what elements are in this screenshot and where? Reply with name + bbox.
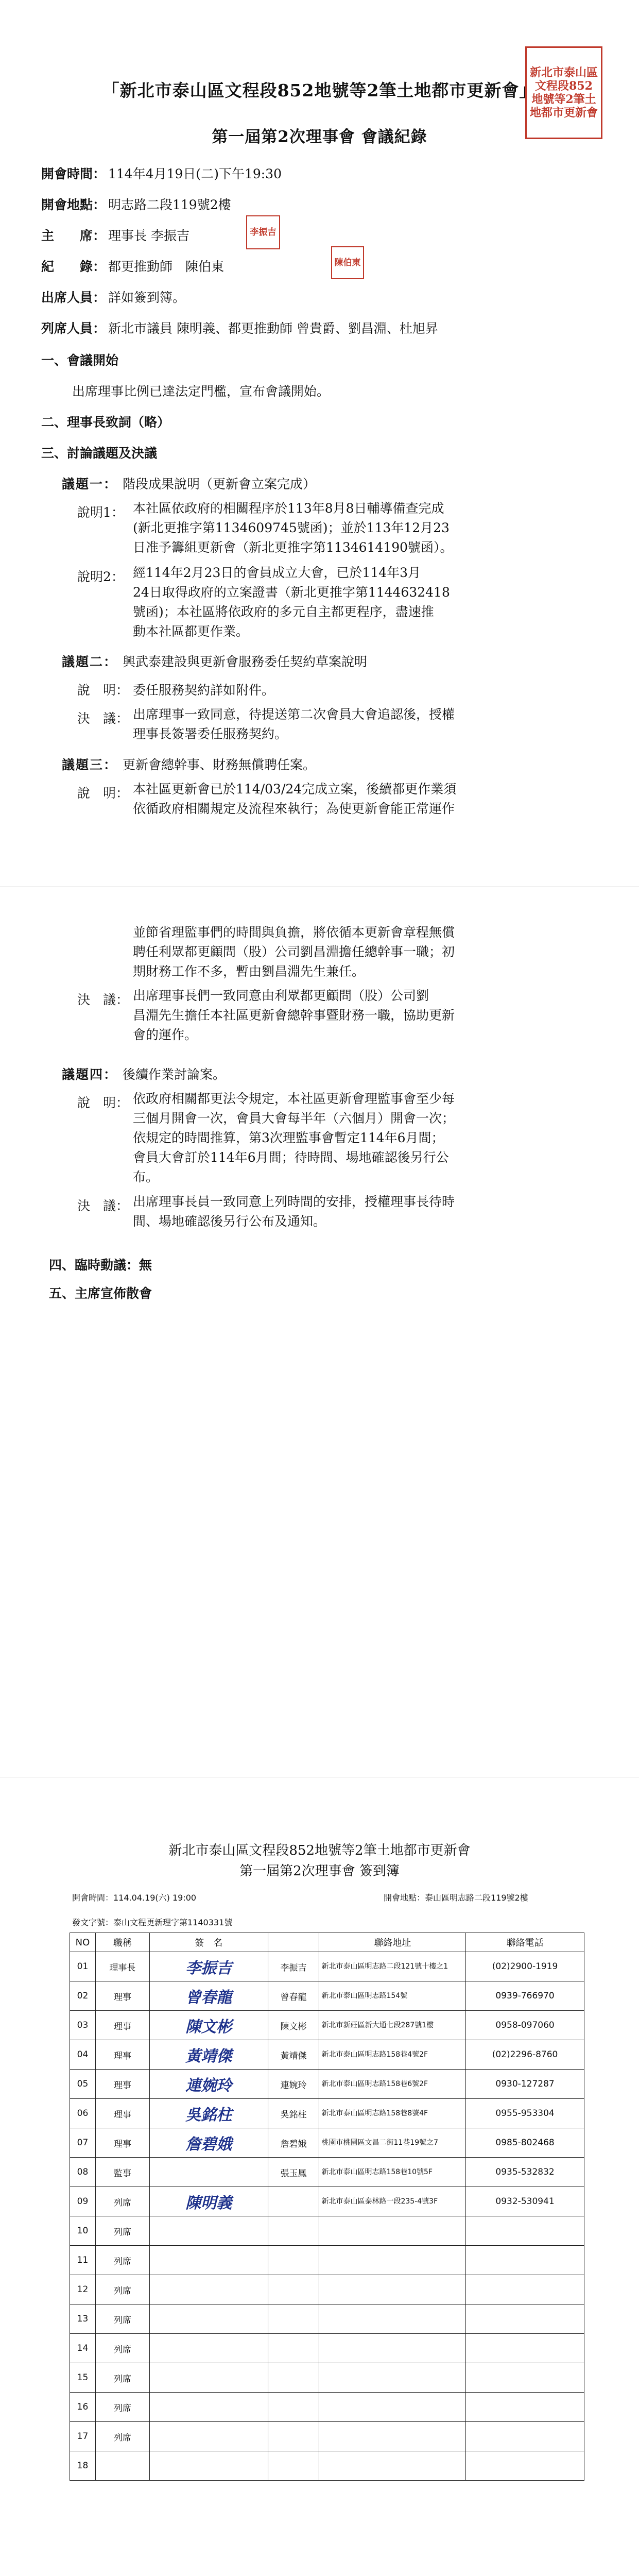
header-phone: 聯絡電話: [466, 1933, 584, 1952]
row-address: [319, 2422, 466, 2451]
row-no: 09: [70, 2187, 96, 2216]
row-signature: [149, 2451, 268, 2481]
issue-3-decision-label: 決 議：: [77, 992, 129, 1007]
issue-3-explain: 本社區更新會已於114/03/24完成立案，後續都更作業須 依循政府相關規定及流程來執行；為使更新會能正常運作: [133, 782, 457, 816]
row-signature: [149, 2246, 268, 2275]
row-signature: 陳文彬: [149, 2011, 268, 2040]
meeting-chair: 主 席： 理事長 李振吉: [41, 228, 189, 243]
row-phone: [466, 2363, 584, 2393]
row-role: 理事: [95, 2011, 149, 2040]
row-signature: 詹碧娥: [149, 2128, 268, 2158]
section-3-heading: 三、討論議題及決議: [41, 446, 158, 461]
row-address: 新北市泰山區明志路154號: [319, 1981, 466, 2011]
table-row: [70, 2128, 584, 2158]
sign-in-title: 新北市泰山區文程段852地號等2筆土地都市更新會: [168, 1843, 471, 1858]
row-address: [319, 2363, 466, 2393]
issue-4-decision-label: 決 議：: [77, 1198, 129, 1213]
row-address: 新北市泰山區明志路158巷10號5F: [319, 2158, 466, 2187]
row-name: [268, 2304, 319, 2334]
table-row: [70, 2099, 584, 2128]
row-signature: 李振吉: [149, 1952, 268, 1981]
document-subtitle: 第一屆第2次理事會 會議紀錄: [212, 128, 427, 146]
row-no: 05: [70, 2070, 96, 2099]
row-phone: [466, 2216, 584, 2246]
row-address: 新北市泰山區明志路158巷4號2F: [319, 2040, 466, 2070]
issue-2-decision-label: 決 議：: [77, 711, 129, 726]
row-phone: 0985-802468: [466, 2128, 584, 2158]
meeting-time: 開會時間： 114年4月19日(二)下午19:30: [41, 166, 282, 181]
row-role: 列席: [95, 2246, 149, 2275]
row-no: 16: [70, 2393, 96, 2422]
table-row: [70, 2070, 584, 2099]
sign-in-sheet: [0, 1777, 639, 2576]
table-row: [70, 2040, 584, 2070]
row-role: [95, 2451, 149, 2481]
row-no: 01: [70, 1952, 96, 1981]
table-row: [70, 2304, 584, 2334]
row-signature: [149, 2216, 268, 2246]
row-no: 06: [70, 2099, 96, 2128]
row-address: [319, 2304, 466, 2334]
issue-1-note-1-label: 說明1：: [77, 505, 124, 520]
table-row: [70, 2246, 584, 2275]
section-2-heading: 二、理事長致詞（略）: [41, 415, 170, 430]
section-1-heading: 一、會議開始: [41, 353, 119, 368]
sign-in-doc-number: 發文字號：泰山文程更新理字第1140331號: [72, 1918, 233, 1927]
row-role: 監事: [95, 2158, 149, 2187]
row-name: 詹碧娥: [268, 2128, 319, 2158]
row-address: 新北市新莊區新大通七段287號1樓: [319, 2011, 466, 2040]
row-name: [268, 2363, 319, 2393]
header-signature: 簽 名: [149, 1933, 268, 1952]
row-phone: [466, 2275, 584, 2304]
header-name: [268, 1933, 319, 1952]
row-role: 列席: [95, 2304, 149, 2334]
row-name: 李振吉: [268, 1952, 319, 1981]
row-name: [268, 2216, 319, 2246]
table-row: [70, 2422, 584, 2451]
row-name: 黃靖傑: [268, 2040, 319, 2070]
row-role: 理事: [95, 2128, 149, 2158]
section-1-body: 出席理事比例已達法定門檻，宣布會議開始。: [72, 384, 330, 399]
section-4-heading: 四、臨時動議：無: [49, 1258, 152, 1273]
row-signature: 陳明義: [149, 2187, 268, 2216]
row-signature: 曾春龍: [149, 1981, 268, 2011]
row-name: [268, 2393, 319, 2422]
row-no: 14: [70, 2334, 96, 2363]
row-address: [319, 2334, 466, 2363]
row-phone: 0955-953304: [466, 2099, 584, 2128]
row-signature: [149, 2363, 268, 2393]
row-no: 13: [70, 2304, 96, 2334]
issue-4: 議題四： 後續作業討論案。: [62, 1067, 226, 1082]
row-no: 15: [70, 2363, 96, 2393]
row-signature: [149, 2275, 268, 2304]
issue-2-explain: 說 明： 委任服務契約詳如附件。: [77, 683, 275, 698]
row-address: 新北市泰山區明志路158巷6號2F: [319, 2070, 466, 2099]
row-role: 理事: [95, 2040, 149, 2070]
row-phone: (02)2296-8760: [466, 2040, 584, 2070]
row-name: 張玉鳳: [268, 2158, 319, 2187]
minutes-page-2: [0, 886, 639, 1778]
row-address: 新北市泰山區明志路二段121號十樓之1: [319, 1952, 466, 1981]
sign-in-subtitle: 第一屆第2次理事會 簽到簿: [239, 1863, 400, 1879]
table-row: [70, 1952, 584, 1981]
issue-3-decision: 出席理事長們一致同意由利眾都更顧問（股）公司劉 昌淵先生擔任本社區更新會總幹事暨財務一職，協助更新 會的運作。: [133, 988, 455, 1042]
row-signature: [149, 2393, 268, 2422]
row-name: 連婉玲: [268, 2070, 319, 2099]
association-seal: 新北市泰山區文程段852地號等2筆土地都市更新會: [525, 46, 602, 139]
row-name: [268, 2187, 319, 2216]
row-no: 08: [70, 2158, 96, 2187]
row-role: 列席: [95, 2422, 149, 2451]
row-phone: [466, 2393, 584, 2422]
meeting-recorder: 紀 錄： 都更推動師 陳伯東: [41, 259, 224, 274]
issue-4-explain-label: 說 明：: [77, 1095, 129, 1110]
row-role: 列席: [95, 2363, 149, 2393]
chair-stamp: 李振吉: [246, 215, 280, 249]
row-phone: 0930-127287: [466, 2070, 584, 2099]
row-name: [268, 2422, 319, 2451]
sign-in-table: [70, 1933, 584, 2481]
row-role: 理事: [95, 2099, 149, 2128]
minutes-page-1: [0, 0, 639, 886]
table-row: [70, 1981, 584, 2011]
row-signature: [149, 2158, 268, 2187]
row-address: [319, 2246, 466, 2275]
row-phone: 0935-532832: [466, 2158, 584, 2187]
row-address: [319, 2451, 466, 2481]
header-address: 聯絡地址: [319, 1933, 466, 1952]
row-no: 17: [70, 2422, 96, 2451]
row-no: 03: [70, 2011, 96, 2040]
row-phone: 0932-530941: [466, 2187, 584, 2216]
row-name: [268, 2246, 319, 2275]
row-no: 18: [70, 2451, 96, 2481]
meeting-attendees: 出席人員： 詳如簽到簿。: [41, 290, 186, 305]
issue-1-note-1: 本社區依政府的相關程序於113年8月8日輔導備查完成 (新北更推字第1134609745號函)；並於113年12月23 日准予籌組更新會（新北更推字第1134614190號函）。: [133, 501, 453, 555]
row-phone: 0958-097060: [466, 2011, 584, 2040]
row-address: [319, 2393, 466, 2422]
issue-1: 議題一： 階段成果說明（更新會立案完成）: [62, 477, 316, 492]
row-phone: [466, 2304, 584, 2334]
header-role: 職稱: [95, 1933, 149, 1952]
issue-2: 議題二： 興武泰建設與更新會服務委任契約草案說明: [62, 654, 368, 669]
row-address: 新北市泰山區明志路158巷8號4F: [319, 2099, 466, 2128]
row-phone: [466, 2334, 584, 2363]
row-signature: 吳銘柱: [149, 2099, 268, 2128]
row-name: 陳文彬: [268, 2011, 319, 2040]
issue-3-explain-label: 說 明：: [77, 786, 129, 801]
issue-3-explain-continued: 並節省理監事們的時間與負擔，將依循本更新會章程無償 聘任利眾都更顧問（股）公司劉昌淵擔任總幹事一職；初 期財務工作不多，暫由劉昌淵先生兼任。: [133, 925, 455, 979]
row-name: 曾春龍: [268, 1981, 319, 2011]
row-signature: [149, 2304, 268, 2334]
row-address: 桃園市桃園區文昌二街11巷19號之7: [319, 2128, 466, 2158]
row-phone: [466, 2451, 584, 2481]
issue-4-explain: 依政府相關都更法令規定，本社區更新會理監事會至少每 三個月開會一次，會員大會每半年（六個月）開會一次； 依規定的時間推算，第3次理監事會暫定114年6月間； 會員大會訂於114年6月間；待時間、場地確認後另行公 布。: [133, 1091, 455, 1184]
issue-1-note-2-label: 說明2：: [77, 569, 124, 584]
row-no: 12: [70, 2275, 96, 2304]
issue-3: 議題三： 更新會總幹事、財務無償聘任案。: [62, 757, 316, 772]
row-name: [268, 2275, 319, 2304]
sign-in-header-row: [70, 1933, 584, 1952]
meeting-guests: 列席人員： 新北市議員 陳明義、都更推動師 曾貴爵、劉昌淵、杜旭昇: [41, 321, 438, 336]
issue-4-decision: 出席理事長員一致同意上列時間的安排，授權理事長待時 間、場地確認後另行公布及通知。: [133, 1194, 455, 1229]
document-title: 「新北市泰山區文程段852地號等2筆土地都市更新會」: [102, 80, 537, 100]
row-role: 列席: [95, 2334, 149, 2363]
table-row: [70, 2334, 584, 2363]
table-row: [70, 2393, 584, 2422]
row-role: 列席: [95, 2216, 149, 2246]
row-address: [319, 2216, 466, 2246]
row-address: 新北市泰山區泰林路一段235-4號3F: [319, 2187, 466, 2216]
row-role: 理事: [95, 1981, 149, 2011]
row-address: [319, 2275, 466, 2304]
row-role: 理事長: [95, 1952, 149, 1981]
table-row: [70, 2158, 584, 2187]
row-signature: [149, 2422, 268, 2451]
row-phone: 0939-766970: [466, 1981, 584, 2011]
row-signature: 連婉玲: [149, 2070, 268, 2099]
sign-in-time: 開會時間：114.04.19(六) 19:00: [72, 1893, 197, 1903]
table-row: [70, 2216, 584, 2246]
issue-1-note-2: 經114年2月23日的會員成立大會，已於114年3月 24日取得政府的立案證書（新北更推字第1144632418 號函)；本社區將依政府的多元自主都更程序，盡速推 動本社區都更作業。: [133, 565, 450, 639]
recorder-stamp: 陳伯東: [331, 246, 364, 279]
meeting-place: 開會地點： 明志路二段119號2樓: [41, 197, 231, 212]
table-row: [70, 2187, 584, 2216]
table-row: [70, 2275, 584, 2304]
row-role: 理事: [95, 2070, 149, 2099]
row-role: 列席: [95, 2187, 149, 2216]
row-role: 列席: [95, 2275, 149, 2304]
row-name: [268, 2451, 319, 2481]
row-phone: [466, 2246, 584, 2275]
row-name: [268, 2334, 319, 2363]
section-5-heading: 五、主席宣佈散會: [49, 1286, 152, 1301]
row-no: 04: [70, 2040, 96, 2070]
row-no: 07: [70, 2128, 96, 2158]
table-row: [70, 2363, 584, 2393]
row-phone: [466, 2422, 584, 2451]
row-no: 10: [70, 2216, 96, 2246]
row-signature: 黃靖傑: [149, 2040, 268, 2070]
header-no: NO: [70, 1933, 96, 1952]
row-no: 11: [70, 2246, 96, 2275]
row-signature: [149, 2334, 268, 2363]
table-row: [70, 2011, 584, 2040]
row-name: 吳銘柱: [268, 2099, 319, 2128]
row-phone: (02)2900-1919: [466, 1952, 584, 1981]
row-role: 列席: [95, 2393, 149, 2422]
row-no: 02: [70, 1981, 96, 2011]
issue-2-decision: 出席理事一致同意，待提送第二次會員大會追認後，授權 理事長簽署委任服務契約。: [133, 707, 455, 741]
table-row: [70, 2451, 584, 2481]
sign-in-place: 開會地點：泰山區明志路二段119號2樓: [384, 1893, 528, 1903]
